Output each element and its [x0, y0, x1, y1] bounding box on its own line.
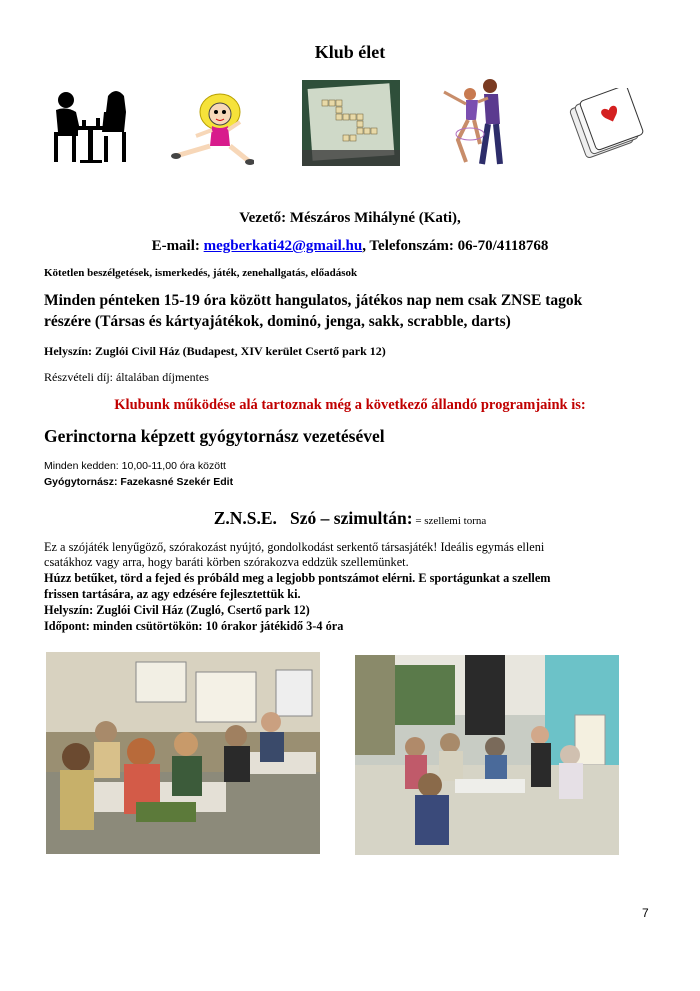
leader-line: Vezető: Mészáros Mihályné (Kati), [239, 210, 461, 226]
activities-text: Kötetlen beszélgetések, ismerkedés, játék, zenehallgatás, előadások [44, 267, 358, 279]
friday-line-2: részére (Társas és kártyajátékok, dominó, jenga, sakk, scrabble, darts) [44, 313, 511, 330]
bold-line-2: frissen tartására, az agy edzésére fejlesztettük ki. [44, 587, 301, 601]
gym-title: Gerinctorna képzett gyógytornász vezetésével [44, 426, 385, 446]
programs-heading: Klubunk működése alá tartoznak még a következő állandó programjaink is: [114, 397, 586, 413]
email-label: E-mail: [151, 238, 204, 254]
club-photo-right [355, 655, 619, 855]
email-link[interactable]: megberkati42@gmail.hu [203, 238, 363, 254]
friday-line-1: Minden pénteken 15-19 óra között hangulatos, játékos nap nem csak ZNSE tagok [44, 292, 583, 309]
contact-line [0, 238, 700, 255]
fee-text: Részvételi díj: általában díjmentes [44, 370, 209, 384]
para-line-2: csatákhoz vagy arra, hogy baráti körben szórakozva eddzük szellemünket. [44, 555, 409, 569]
venue-1: Helyszín: Zuglói Civil Ház (Budapest, XIV kerület Csertő park 12) [44, 344, 386, 358]
znse-subtitle: = szellemi torna [412, 515, 487, 527]
venue-2: Helyszín: Zuglói Civil Ház (Zugló, Csertő park 12) [44, 603, 310, 617]
phone-text: , Telefonszám: 06-70/4118768 [362, 238, 549, 254]
znse-heading [0, 508, 700, 529]
para-line-1: Ez a szójáték lenyűgöző, szórakozást nyújtó, gondolkodást serkentő társasjáték! Ideális egymás elleni [44, 540, 545, 554]
gym-time: Minden kedden: 10,00-11,00 óra között [44, 460, 226, 472]
chess-players-illustration [44, 86, 136, 164]
znse-title: Z.N.S.E. Szó – szimultán: [213, 508, 413, 528]
cartoon-girl-illustration [170, 92, 254, 168]
time-2: Időpont: minden csütörtökön: 10 órakor játékidő 3-4 óra [44, 619, 344, 633]
scrabble-board-photo [302, 80, 400, 166]
dancers-illustration [440, 74, 520, 168]
club-photo-left [46, 652, 320, 854]
playing-cards-illustration [566, 88, 648, 158]
gym-teacher: Gyógytornász: Fazekasné Szekér Edit [44, 476, 234, 488]
bold-line-1: Húzz betűket, törd a fejed és próbáld meg a legjobb pontszámot elérni. E sportágunkat a szellem [44, 571, 551, 585]
page-number: 7 [642, 906, 649, 920]
page-title: Klub élet [314, 42, 386, 62]
